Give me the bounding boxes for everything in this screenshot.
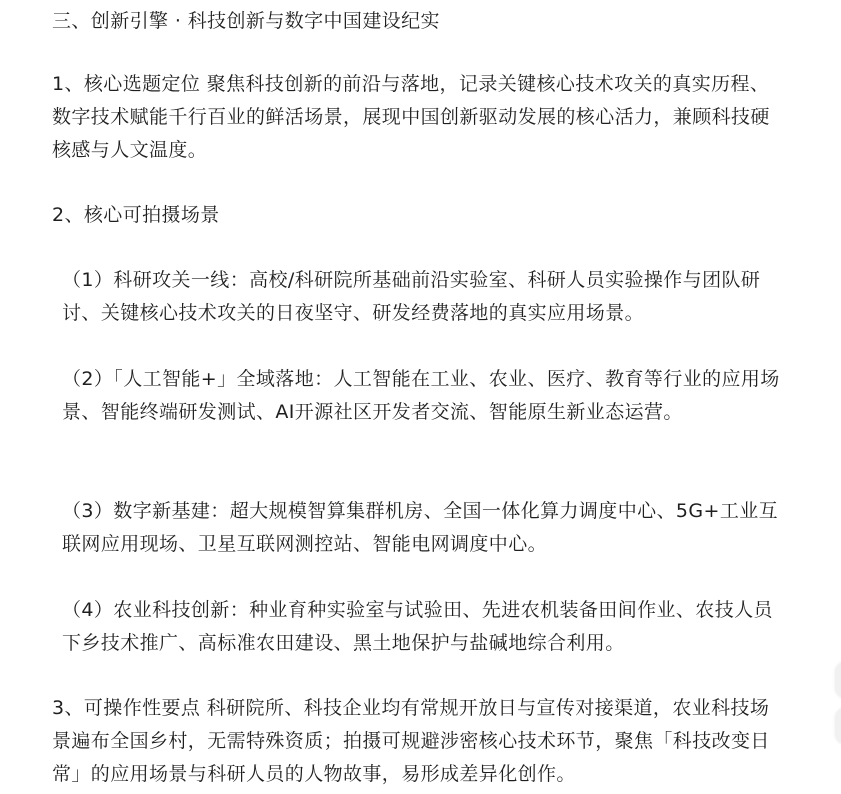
- floating-side-button[interactable]: [835, 662, 841, 698]
- scene-item-research: （1）科研攻关一线：高校/科研院所基础前沿实验室、科研人员实验操作与团队研讨、关键核心技术攻关的日夜坚守、研发经费落地的真实应用场景。: [62, 269, 761, 324]
- paragraph-operability: 3、可操作性要点 科研院所、科技企业均有常规开放日与宣传对接渠道，农业科技场景遍布全国乡村，无需特殊资质；拍摄可规避涉密核心技术环节，聚焦「科技改变日常」的应用场景与科研人员的人物故事，易形成差异化创作。: [52, 697, 770, 785]
- scene-item-agriculture: （4）农业科技创新：种业育种实验室与试验田、先进农机装备田间作业、农技人员下乡技术推广、高标准农田建设、黑土地保护与盐碱地综合利用。: [62, 599, 773, 654]
- scene-item-ai: （2）「人工智能+」全域落地：人工智能在工业、农业、医疗、教育等行业的应用场景、智能终端研发测试、AI开源社区开发者交流、智能原生新业态运营。: [62, 368, 780, 423]
- paragraph-topic-positioning: 1、核心选题定位 聚焦科技创新的前沿与落地，记录关键核心技术攻关的真实历程、数字技术赋能千行百业的鲜活场景，展现中国创新驱动发展的核心活力，兼顾科技硬核感与人文温度。: [52, 73, 770, 161]
- paragraph-scenes-heading: 2、核心可拍摄场景: [52, 204, 220, 226]
- scene-item-infrastructure: （3）数字新基建：超大规模智算集群机房、全国一体化算力调度中心、5G+工业互联网应用现场、卫星互联网测控站、智能电网调度中心。: [62, 500, 779, 555]
- section-title: 三、创新引擎 · 科技创新与数字中国建设纪实: [52, 10, 440, 32]
- floating-side-button-secondary[interactable]: [835, 708, 841, 744]
